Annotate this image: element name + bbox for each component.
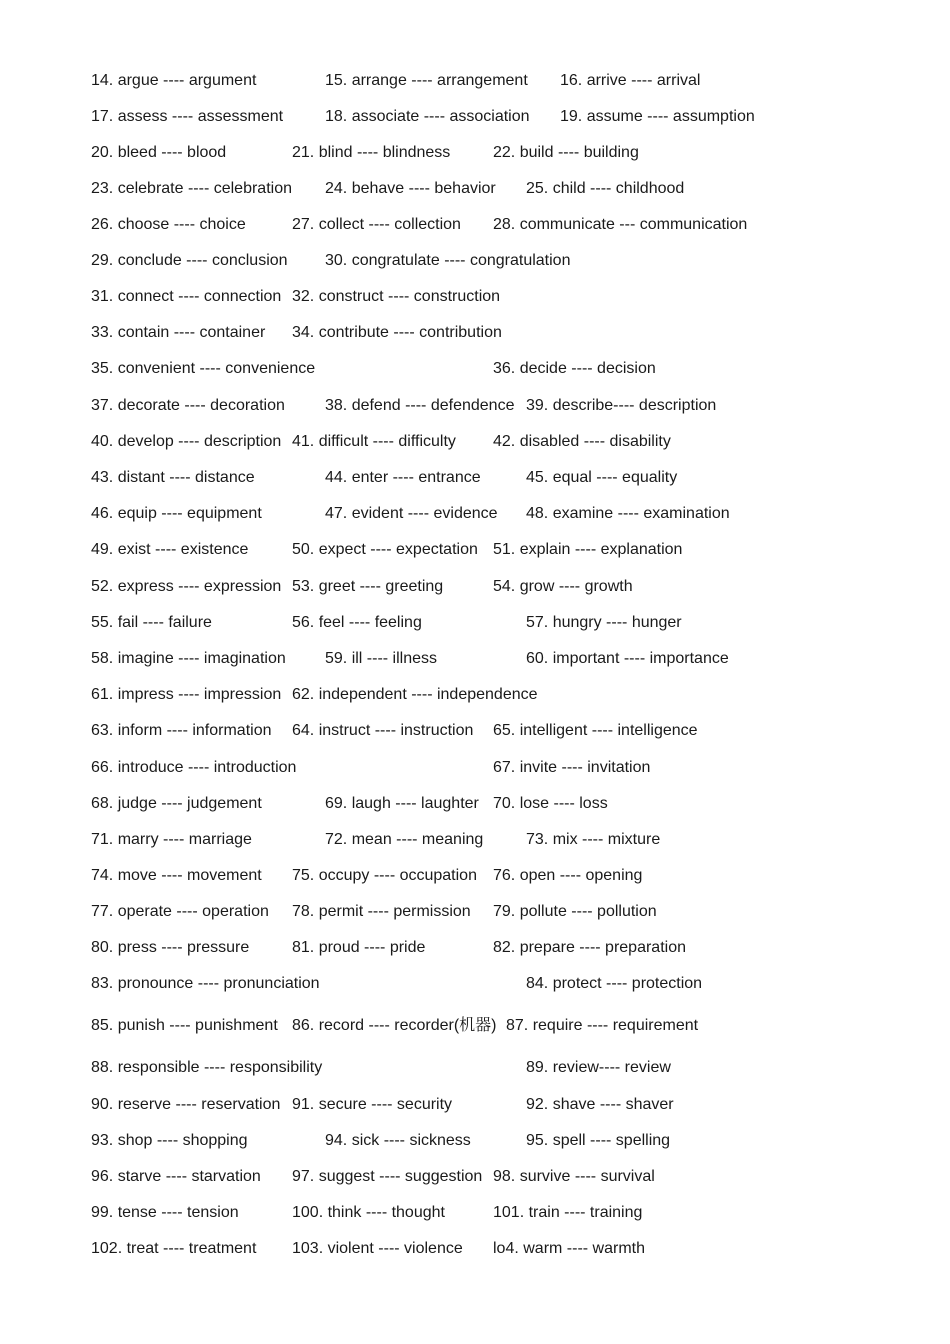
word-entry: 82. prepare ---- preparation xyxy=(493,939,686,956)
word-entry: 66. introduce ---- introduction xyxy=(91,759,297,776)
word-entry: 34. contribute ---- contribution xyxy=(292,324,502,341)
word-entry: 33. contain ---- container xyxy=(91,324,266,341)
word-entry: 59. ill ---- illness xyxy=(325,650,438,667)
word-entry: 31. connect ---- connection xyxy=(91,288,282,305)
word-entry: 101. train ---- training xyxy=(493,1204,643,1221)
word-entry: 102. treat ---- treatment xyxy=(91,1240,257,1257)
word-entry: 81. proud ---- pride xyxy=(292,939,426,956)
word-entry: 67. invite ---- invitation xyxy=(493,759,651,776)
word-entry: 68. judge ---- judgement xyxy=(91,795,262,812)
word-entry: 91. secure ---- security xyxy=(292,1096,453,1113)
word-entry: 84. protect ---- protection xyxy=(526,975,703,992)
word-entry: 77. operate ---- operation xyxy=(91,903,269,920)
word-entry: 15. arrange ---- arrangement xyxy=(325,72,528,89)
word-entry: 96. starve ---- starvation xyxy=(91,1168,261,1185)
word-entry: 28. communicate --- communication xyxy=(493,216,748,233)
word-entry: 48. examine ---- examination xyxy=(526,505,730,522)
word-entry: 69. laugh ---- laughter xyxy=(325,795,479,812)
word-entry: 46. equip ---- equipment xyxy=(91,505,262,522)
word-entry: 98. survive ---- survival xyxy=(493,1168,655,1185)
word-entry: 75. occupy ---- occupation xyxy=(292,867,477,884)
word-entry: 95. spell ---- spelling xyxy=(526,1132,671,1149)
word-entry: 80. press ---- pressure xyxy=(91,939,250,956)
word-entry: 88. responsible ---- responsibility xyxy=(91,1059,323,1076)
word-entry: 94. sick ---- sickness xyxy=(325,1132,471,1149)
word-entry: 92. shave ---- shaver xyxy=(526,1096,674,1113)
word-entry: 37. decorate ---- decoration xyxy=(91,397,285,414)
word-entry: 36. decide ---- decision xyxy=(493,360,656,377)
word-entry: 25. child ---- childhood xyxy=(526,180,685,197)
word-entry: 23. celebrate ---- celebration xyxy=(91,180,292,197)
word-entry: 65. intelligent ---- intelligence xyxy=(493,722,698,739)
word-entry: 99. tense ---- tension xyxy=(91,1204,239,1221)
word-entry: 41. difficult ---- difficulty xyxy=(292,433,456,450)
word-entry: 53. greet ---- greeting xyxy=(292,578,444,595)
word-entry: 56. feel ---- feeling xyxy=(292,614,422,631)
word-entry: 42. disabled ---- disability xyxy=(493,433,671,450)
word-entry: 70. lose ---- loss xyxy=(493,795,608,812)
word-entry: 40. develop ---- description xyxy=(91,433,282,450)
word-entry: 43. distant ---- distance xyxy=(91,469,255,486)
word-entry: 79. pollute ---- pollution xyxy=(493,903,657,920)
word-entry: 58. imagine ---- imagination xyxy=(91,650,286,667)
word-entry: 61. impress ---- impression xyxy=(91,686,282,703)
word-entry: 20. bleed ---- blood xyxy=(91,144,227,161)
word-entry: 44. enter ---- entrance xyxy=(325,469,481,486)
word-entry: 72. mean ---- meaning xyxy=(325,831,484,848)
word-entry: 38. defend ---- defendence xyxy=(325,397,515,414)
word-entry: 76. open ---- opening xyxy=(493,867,643,884)
word-entry: 73. mix ---- mixture xyxy=(526,831,661,848)
word-entry: 93. shop ---- shopping xyxy=(91,1132,248,1149)
word-entry: 35. convenient ---- convenience xyxy=(91,360,316,377)
word-entry: 89. review---- review xyxy=(526,1059,671,1076)
word-entry: 49. exist ---- existence xyxy=(91,541,249,558)
word-entry: 71. marry ---- marriage xyxy=(91,831,252,848)
word-entry: 90. reserve ---- reservation xyxy=(91,1096,281,1113)
word-entry: 45. equal ---- equality xyxy=(526,469,678,486)
word-entry: 74. move ---- movement xyxy=(91,867,262,884)
word-entry: 55. fail ---- failure xyxy=(91,614,212,631)
word-entry: lo4. warm ---- warmth xyxy=(493,1240,646,1257)
word-entry: 24. behave ---- behavior xyxy=(325,180,496,197)
word-entry: 85. punish ---- punishment xyxy=(91,1017,278,1034)
word-entry: 29. conclude ---- conclusion xyxy=(91,252,288,269)
word-entry: 103. violent ---- violence xyxy=(292,1240,463,1257)
word-entry: 47. evident ---- evidence xyxy=(325,505,498,522)
word-entry: 16. arrive ---- arrival xyxy=(560,72,701,89)
word-entry: 21. blind ---- blindness xyxy=(292,144,451,161)
word-entry: 18. associate ---- association xyxy=(325,108,530,125)
word-entry: 78. permit ---- permission xyxy=(292,903,471,920)
word-entry: 26. choose ---- choice xyxy=(91,216,246,233)
word-entry: 52. express ---- expression xyxy=(91,578,282,595)
word-entry: 27. collect ---- collection xyxy=(292,216,461,233)
word-entry: 86. record ---- recorder(机器) xyxy=(292,1017,497,1034)
word-entry: 62. independent ---- independence xyxy=(292,686,538,703)
word-entry: 83. pronounce ---- pronunciation xyxy=(91,975,320,992)
word-entry: 14. argue ---- argument xyxy=(91,72,257,89)
word-entry: 63. inform ---- information xyxy=(91,722,272,739)
word-entry: 57. hungry ---- hunger xyxy=(526,614,682,631)
word-entry: 87. require ---- requirement xyxy=(506,1017,699,1034)
word-entry: 22. build ---- building xyxy=(493,144,639,161)
word-entry: 30. congratulate ---- congratulation xyxy=(325,252,571,269)
word-entry: 97. suggest ---- suggestion xyxy=(292,1168,483,1185)
word-entry: 60. important ---- importance xyxy=(526,650,729,667)
word-entry: 19. assume ---- assumption xyxy=(560,108,755,125)
word-entry: 32. construct ---- construction xyxy=(292,288,501,305)
word-entry: 17. assess ---- assessment xyxy=(91,108,284,125)
word-entry: 54. grow ---- growth xyxy=(493,578,633,595)
word-entry: 39. describe---- description xyxy=(526,397,717,414)
word-entry: 100. think ---- thought xyxy=(292,1204,445,1221)
word-entry: 64. instruct ---- instruction xyxy=(292,722,474,739)
word-entry: 51. explain ---- explanation xyxy=(493,541,683,558)
word-entry: 50. expect ---- expectation xyxy=(292,541,478,558)
